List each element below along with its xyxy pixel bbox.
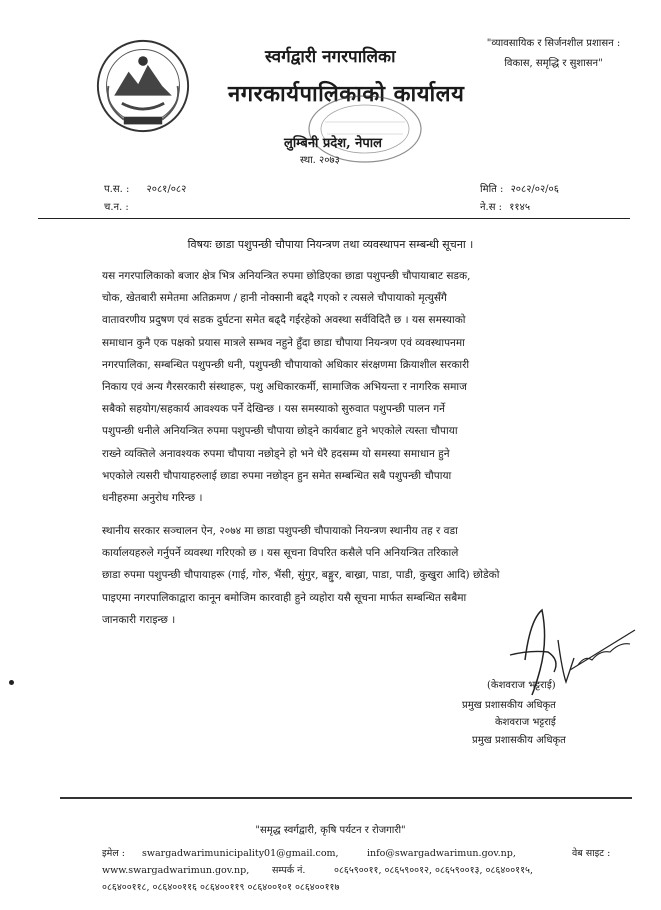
ps-reference <box>104 181 186 195</box>
body-paragraph-1 <box>102 265 629 509</box>
stamp-title: प्रमुख प्रशासकीय अधिकृत <box>472 735 566 746</box>
subject-line: विषयः छाडा पशुपन्छी चौपाया नियन्त्रण तथा व्यवस्थापन सम्बन्धी सूचना । <box>187 238 474 251</box>
paragraph-line: भएकोले त्यसरी चौपायाहरुलाई छाडा रुपमा नछोड्न हुन समेत सम्बन्धित सबै पशुपन्छी चौपाया <box>102 469 452 482</box>
phone-numbers-line2: ०८६४००११८, ०८६४००११६ ०८६४००११९ ०८६४००१०१ ०८६४००११७ <box>102 882 340 893</box>
date-value: २०८२/०२/०६ <box>510 184 559 195</box>
paragraph-line: राख्ने व्यक्तिले अनावश्यक रुपमा चौपाया नछोड्ने हो भने धेरै हदसम्म यो समस्या समाधान हुने <box>102 447 450 460</box>
motto-line1: "व्यावसायिक र सिर्जनशील प्रशासन : <box>486 38 621 49</box>
contact-block <box>102 845 632 897</box>
ns-reference <box>480 199 530 213</box>
paragraph-line: पाइएमा नगरपालिकाद्वारा कानून बमोजिम कारवाही हुने व्यहोरा यसै सूचना मार्फत सम्बन्धित सबैमा <box>102 591 467 604</box>
ns-label: ने.स : <box>480 202 503 213</box>
signatory-title: प्रमुख प्रशासकीय अधिकृत <box>462 700 556 711</box>
cn-label: च.न. : <box>104 202 129 213</box>
phone-numbers-line1: ०८६५९००११, ०८६५९००१२, ०८६५९००१३, ०८६४००११५, <box>334 865 533 876</box>
date-label: मिति : <box>480 184 504 195</box>
stamp-name: केशवराज भट्टराई <box>495 717 556 728</box>
nepal-emblem-icon <box>95 38 191 134</box>
paragraph-line: वातावरणीय प्रदुषण एवं सडक दुर्घटना समेत बढ्दै गईरहेको अवस्था सर्वविदितै छ । यस समस्याको <box>102 314 466 327</box>
paragraph-line: नगरपालिका, सम्बन्धित पशुपन्छी धनी, पशुपन्छी चौपायाको अधिकार संरक्षणमा क्रियाशील सरकारी <box>102 358 470 371</box>
phone-label: सम्पर्क नं. <box>272 865 306 876</box>
header-divider <box>38 218 630 219</box>
office-name-line1: स्वर्गद्वारी नगरपालिका <box>265 47 396 67</box>
paragraph-line: चोक, खेतबारी समेतमा अतिक्रमण / हानी नोक्सानी बढ्दै गएको र त्यसले चौपायाको मृत्युसँगै <box>102 292 447 305</box>
paragraph-line: सबैको सहयोग/सहकार्य आवश्यक पर्ने देखिन्छ । यस समस्याको सुरुवात पशुपन्छी पालन गर्ने <box>102 403 445 416</box>
paragraph-line: छाडा रुपमा पशुपन्छी चौपायाहरू (गाई, गोरु, भैंसी, सुंगुर, बङ्गुर, बाख्रा, पाडा, पाडी, कुखुरा आदि) छोडेको <box>102 569 500 582</box>
motto <box>466 34 641 74</box>
paragraph-line: स्थानीय सरकार सञ्चालन ऐन, २०७४ मा छाडा पशुपन्छी चौपायाको नियन्त्रण स्थानीय तह र वडा <box>102 525 458 537</box>
paragraph-line: समाधान कुनै एक पक्षको प्रयास मात्रले सम्भव नहुने हुँदा छाडा चौपाया नियन्त्रण एवं व्यवस्थापनमा <box>102 336 465 349</box>
email-link-2[interactable]: info@swargadwarimun.gov.np, <box>367 848 516 859</box>
motto-line2: विकास, समृद्धि र सुशासन" <box>504 58 603 69</box>
date-reference <box>480 181 559 195</box>
ps-value: २०८१/०८२ <box>146 184 187 195</box>
email-link-1[interactable]: swargadwarimunicipality01@gmail.com, <box>142 848 339 859</box>
paragraph-line: पशुपन्छी धनीले अनियन्त्रित रुपमा पशुपन्छी चौपाया छोड्ने कार्यबाट हुने भएकोले त्यस्ता चौपाया <box>102 425 458 438</box>
footer-divider <box>60 797 632 799</box>
office-established: स्था. २०७३ <box>300 155 340 166</box>
website-label: वेब साइट : <box>572 848 611 859</box>
office-name-line2: नगरकार्यपालिकाको कार्यालय <box>228 81 465 107</box>
cn-reference <box>104 199 129 213</box>
footer-slogan: "समृद्ध स्वर्गद्वारी, कृषि पर्यटन र रोजगारी" <box>255 825 406 836</box>
ink-dot <box>9 680 14 685</box>
paragraph-line: धनीहरुमा अनुरोध गरिन्छ । <box>102 492 203 505</box>
website-link[interactable]: www.swargadwarimun.gov.np, <box>102 865 250 876</box>
ps-label: प.स. : <box>104 184 130 195</box>
paragraph-line: निकाय एवं अन्य गैरसरकारी संस्थाहरू, पशु अधिकारकर्मी, सामाजिक अभियन्ता र नागरिक समाज <box>102 381 467 394</box>
paragraph-line: कार्यालयहरुले गर्नुपर्ने व्यवस्था गरिएको छ । यस सूचना विपरित कसैले पनि अनियन्त्रित तरिकाले <box>102 547 459 560</box>
ns-value: ११४५ <box>509 202 531 213</box>
office-address: लुम्बिनी प्रदेश, नेपाल <box>284 136 382 151</box>
paragraph-line: जानकारी गराइन्छ । <box>102 613 176 626</box>
paragraph-line: यस नगरपालिकाको बजार क्षेत्र भित्र अनियन्त्रित रुपमा छोडिएका छाडा पशुपन्छी चौपायाबाट सडक, <box>102 270 471 282</box>
signatory-name: (केशवराज भट्टराई) <box>487 680 556 691</box>
email-label: इमेल : <box>102 848 126 859</box>
